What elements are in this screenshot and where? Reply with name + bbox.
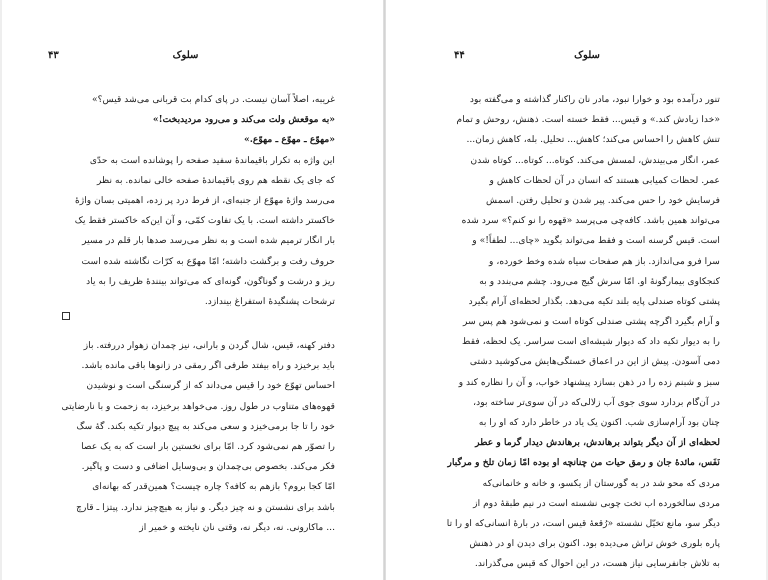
text-line: باشد برای نشستن و نه چیز دیگر. و نیاز به هیچ‌چیز ندارد. پیتزا ـ قارچ bbox=[76, 501, 335, 513]
text-line: مردی سالخورده اب تخت چوبی نشسته است در نیم طبقهٔ دوم از bbox=[473, 497, 720, 509]
text-line: ... ماکارونی. نه، دیگر نه، وقتی نان نایخته و خمیر از bbox=[139, 521, 335, 533]
text-line: لحظه‌ای از آن دیگر بتواند برهاندش، برهاندش دیدار گرما و عطر bbox=[475, 437, 720, 449]
text-line: تنور درآمده بود و خوارا نبود، مادر نان راکنار گذاشته و می‌گفته بود bbox=[469, 94, 720, 105]
text-line: خود را تا جا برمی‌خیزد و سعی می‌کند به پیچ دیوار تکیه بکند. گهٔ سگ bbox=[76, 420, 335, 432]
text-line: این واژه به تکرار باقیماندهٔ سفید صفحه را پوشانده است به حدّی bbox=[89, 154, 335, 166]
text-line: عمر. لحظات کمیابی هستند که انسان در آن لحظات کاهش و bbox=[489, 174, 720, 186]
left-paragraph-2 bbox=[59, 336, 335, 538]
text-line: «خدا زیادش کند.» و قیس... فقط خسته است. ذهنش، روحش و تمام bbox=[456, 114, 720, 126]
text-line: بار انگار ترمیم شده است و به نظر می‌رسد صدها بار قلم در مسیر bbox=[82, 235, 335, 247]
text-line: امّا کجا بروم؟ بازهم به کافه؟ چاره چیست؟ همین‌قدر که بهانه‌ای bbox=[92, 481, 335, 493]
text-line: دفتر کهنه، قیس، شال گردن و بارانی، نیز چمدان زهوار دررفته. باز bbox=[83, 340, 335, 351]
left-page-header bbox=[48, 50, 323, 64]
page-edge-left bbox=[0, 0, 2, 580]
right-page-header bbox=[454, 50, 720, 64]
left-running-title: سلوک bbox=[172, 50, 199, 61]
text-line: عمر، انگار می‌بیندش، لمسش می‌کند. کوتاه... کوتاه... کوتاه شدن bbox=[470, 154, 720, 166]
left-page bbox=[0, 0, 383, 580]
right-paragraph bbox=[446, 90, 720, 575]
text-line: نَفَس، مائدهٔ جان و رمق حیات من چنانچه او بوده امّا زمان تلخ و مرگبار bbox=[447, 457, 720, 469]
text-line: در آن‌گام بردارد سوی جوی آب زلالی‌که در آن سوی‌تر ساخته بود، bbox=[473, 396, 720, 408]
right-page bbox=[386, 0, 768, 580]
text-line: و آرام بگیرد اگرچه پشتی صندلی کوتاه است و نمی‌شود هم پس سر bbox=[463, 316, 720, 328]
text-line: فکر می‌کند. بخصوص بی‌چمدان و بی‌وسایل اضافی و دست و پاگیر. bbox=[81, 461, 335, 473]
text-line: خاکستر داشته است. با یک تفاوت کمّی، و آن این‌که خاکستر فقط یک bbox=[74, 215, 335, 227]
text-line: پشتی کوتاه صندلی پایه بلند تکیه می‌دهد. بگذار لحظه‌ای آرام بگیرد bbox=[468, 295, 720, 307]
text-line: می‌رسد واژهٔ مهوّع از جنبه‌ای، از فرط درد پر زده، اهمیتی بسان واژهٔ bbox=[74, 194, 335, 206]
text-line: احساس تهوّع خود را قیس می‌داند که از گرسنگی است و نوشیدن bbox=[86, 380, 335, 392]
text-line: تنش کاهش را احساس می‌کند؛ کاهش... تحلیل. بله، کاهش زمان... bbox=[466, 134, 720, 146]
text-line: فرسایش خود را حس می‌کند. پیر شدن و تحلیل رفتن. اسمش bbox=[486, 194, 720, 206]
right-page-number: ۴۴ bbox=[454, 50, 465, 61]
left-paragraph-1 bbox=[59, 90, 335, 312]
text-line: غریبه، اصلاً آسان نیست. در پای کدام بت قربانی می‌شد قیس؟» bbox=[92, 94, 335, 105]
text-line: «مهوّع ـ مهوّع ـ مهوّع.» bbox=[243, 134, 335, 146]
text-line: چنان بود آرام‌سازی شب. اکنون یک یاد در خاطر دارد که او را به bbox=[478, 417, 720, 428]
text-line: پاره بلوری خوش تراش می‌دیده بود. اکنون برای دیدن او در ذهنش bbox=[469, 538, 720, 550]
text-line: «به موقعش ولت می‌کند و می‌رود مردیدبخت!» bbox=[152, 114, 335, 126]
text-line: را به دیوار تکیه داد که دیوار شیشه‌ای است سراسر. یک لحظه، فقط bbox=[462, 336, 720, 348]
text-line: سبز و شبنم زده را در ذهن بسازد پیشنهاد خواب، و آن را نظاره کند و bbox=[458, 376, 720, 388]
text-line: را تصوّر هم نمی‌شود کرد. امّا برای نخستین بار است که به یک عصا bbox=[81, 440, 335, 452]
text-line: ریز و درشت و گوناگون، گونه‌ای که می‌تواند بینندهٔ ظریف را به یاد bbox=[86, 275, 335, 287]
text-line: که جای یک نقطه هم روی باقیماندهٔ صفحه خالی نمانده. به نظر bbox=[96, 174, 335, 186]
right-running-title: سلوک bbox=[574, 50, 600, 61]
left-page-number: ۴۳ bbox=[48, 50, 59, 61]
text-line: باید برخیزد و راه بیفتد طرفی اگر رمقی در زانوها باقی مانده باشد. bbox=[81, 360, 335, 372]
text-line: است. قیس گرسنه است و فقط می‌تواند بگوید «چای... لطفاً!» و bbox=[472, 235, 720, 247]
section-break-mark bbox=[62, 312, 70, 320]
text-line: دیگر سو، مانع تخیّل نشسته «رُقعهٔ قیس است، در بارهٔ انسانی‌که او را تا bbox=[446, 517, 720, 529]
text-line: قهوه‌های متناوب در طول روز. می‌خواهد برخیزد، به زحمت و با نارضایتی bbox=[61, 400, 335, 412]
text-line: به تلاش جانفرسایی نیاز هست، در این احوال که قیس می‌گذراند. bbox=[474, 558, 720, 570]
text-line: سرا فرو می‌اندازد. باز هم صفحات سیاه شده وخط خورده، و bbox=[489, 255, 720, 267]
text-line: دمی آسودن. پیش از این در اعماق خستگی‌هایش می‌کوشید دشتی bbox=[469, 356, 720, 368]
text-line: ترشحات پشنگیدهٔ استفراغ بیندازد. bbox=[204, 295, 335, 307]
text-line: کنجکاوی بیمارگونهٔ او. امّا سرش گیج می‌رود. چشم می‌بندد و به bbox=[479, 275, 720, 287]
text-line: مردی که محو شد در یه گورستان از یکسو، و خانه و خانمانی‌که bbox=[482, 477, 720, 489]
text-line: می‌تواند همین باشد. کافه‌چی می‌پرسد «قهوه را نو کنم؟» سرد شده bbox=[461, 215, 720, 227]
text-line: حروف رفت و برگشت داشته؛ امّا مهوّع به کرّات نگاشته شده است bbox=[81, 255, 335, 267]
